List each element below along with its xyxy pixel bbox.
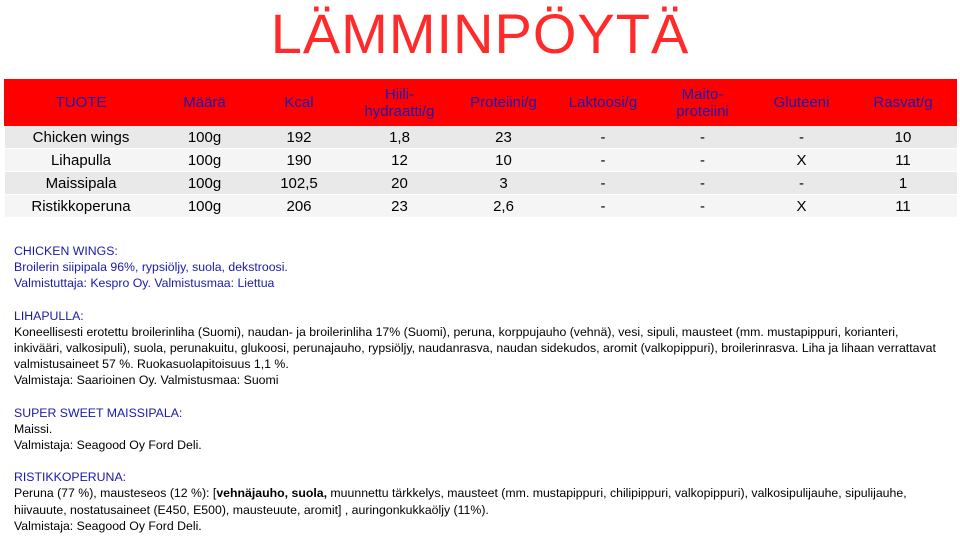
table-cell: -	[555, 172, 652, 195]
table-cell: 192	[252, 126, 347, 149]
table-cell: 1,8	[347, 126, 453, 149]
table-header-row	[5, 80, 957, 126]
table-row	[5, 195, 957, 218]
column-header: Kcal	[252, 80, 347, 126]
ingredients-text-part: Peruna (77 %), mausteseos (12 %): [	[14, 486, 217, 501]
section-title: SUPER SWEET MAISSIPALA:	[14, 405, 183, 420]
table-row	[5, 149, 957, 172]
table-cell: 100g	[158, 172, 252, 195]
column-header: Gluteeni	[754, 80, 850, 126]
table-cell: 100g	[158, 126, 252, 149]
section-title: RISTIKKOPERUNA:	[14, 470, 127, 485]
table-cell: X	[754, 149, 850, 172]
manufacturer-text: Valmistuttaja: Kespro Oy. Valmistusmaa: Liettua	[14, 276, 275, 291]
table-cell: -	[555, 195, 652, 218]
column-header: Määrä	[158, 80, 252, 126]
ingredients-text-part: muunnettu tärkkelys, mausteet (mm. mustapippuri, chilipippuri, valkopippuri), valkosipulijauhe, sipulijauhe, hiivauute, nostatusaineet (E450, E500), mausteuute, aromit] , auringonkukkaöljy (11%).	[14, 486, 907, 517]
table-cell: X	[754, 195, 850, 218]
ingredients-text: Broilerin siipipala 96%, rypsiöljy, suola, dekstroosi.	[14, 260, 288, 275]
column-header: TUOTE	[5, 80, 158, 126]
table-cell: Ristikkoperuna	[5, 195, 158, 218]
nutrition-table	[4, 79, 957, 218]
manufacturer-text: Valmistaja: Seagood Oy Ford Deli.	[14, 438, 202, 453]
table-cell: Maissipala	[5, 172, 158, 195]
table-cell: -	[652, 195, 754, 218]
table-cell: 100g	[158, 195, 252, 218]
manufacturer-text: Valmistaja: Saarioinen Oy. Valmistusmaa: Suomi	[14, 373, 279, 388]
table-cell: -	[652, 172, 754, 195]
column-header: Laktoosi/g	[555, 80, 652, 126]
table-cell: -	[555, 149, 652, 172]
table-cell: 11	[850, 149, 957, 172]
ingredients-text: Maissi.	[14, 421, 53, 436]
ingredients-section	[14, 243, 950, 550]
section-title: CHICKEN WINGS:	[14, 244, 118, 258]
page-title: LÄMMINPÖYTÄ	[270, 2, 690, 65]
table-cell: 11	[850, 195, 957, 218]
table-cell: -	[555, 126, 652, 149]
table-cell: -	[754, 172, 850, 195]
table-cell: 102,5	[252, 172, 347, 195]
table-cell: 20	[347, 172, 453, 195]
ingredients-text: Koneellisesti erotettu broilerinliha (Suomi), naudan- ja broilerinliha 17% (Suomi), peruna, korppujauho (vehnä), vesi, sipuli, mausteet (mm. mustapippuri, korianteri, inkivääri, valkosipuli), suola, perunakuitu, glukoosi, perunajauho, rypsiöljy, naudanrasva, naudan sidekudos, aromit (valkopippuri), broilerinrasva. Liha ja lihaan verrattavat valmistusaineet 57 %. Ruokasuolapitoisuus 1,1 %.	[14, 324, 936, 372]
table-cell: 100g	[158, 149, 252, 172]
table-cell: 23	[453, 126, 555, 149]
table-row	[5, 172, 957, 195]
table-cell: -	[652, 126, 754, 149]
table-cell: 10	[453, 149, 555, 172]
table-cell: 23	[347, 195, 453, 218]
section-lihapulla	[14, 308, 950, 389]
column-header: Proteiini/g	[453, 80, 555, 126]
table-cell: 206	[252, 195, 347, 218]
table-cell: 1	[850, 172, 957, 195]
section-chicken-wings	[14, 243, 950, 292]
table-cell: Lihapulla	[5, 149, 158, 172]
column-header: Rasvat/g	[850, 80, 957, 126]
allergen-text: vehnäjauho, suola,	[216, 486, 328, 501]
section-ristikkoperuna	[14, 469, 950, 534]
table-cell: 190	[252, 149, 347, 172]
table-body	[5, 126, 957, 218]
table-cell: 3	[453, 172, 555, 195]
column-header: Hiili- hydraatti/g	[347, 80, 453, 126]
section-title: LIHAPULLA:	[14, 308, 84, 323]
table-cell: 10	[850, 126, 957, 149]
table-cell: 2,6	[453, 195, 555, 218]
table-row	[5, 126, 957, 149]
manufacturer-text: Valmistaja: Seagood Oy Ford Deli.	[14, 518, 202, 533]
table-cell: Chicken wings	[5, 126, 158, 149]
table-cell: -	[754, 126, 850, 149]
ingredients-text	[14, 485, 950, 517]
column-header: Maito- proteiini	[652, 80, 754, 126]
section-maissipala	[14, 405, 950, 454]
table-cell: 12	[347, 149, 453, 172]
table-cell: -	[652, 149, 754, 172]
